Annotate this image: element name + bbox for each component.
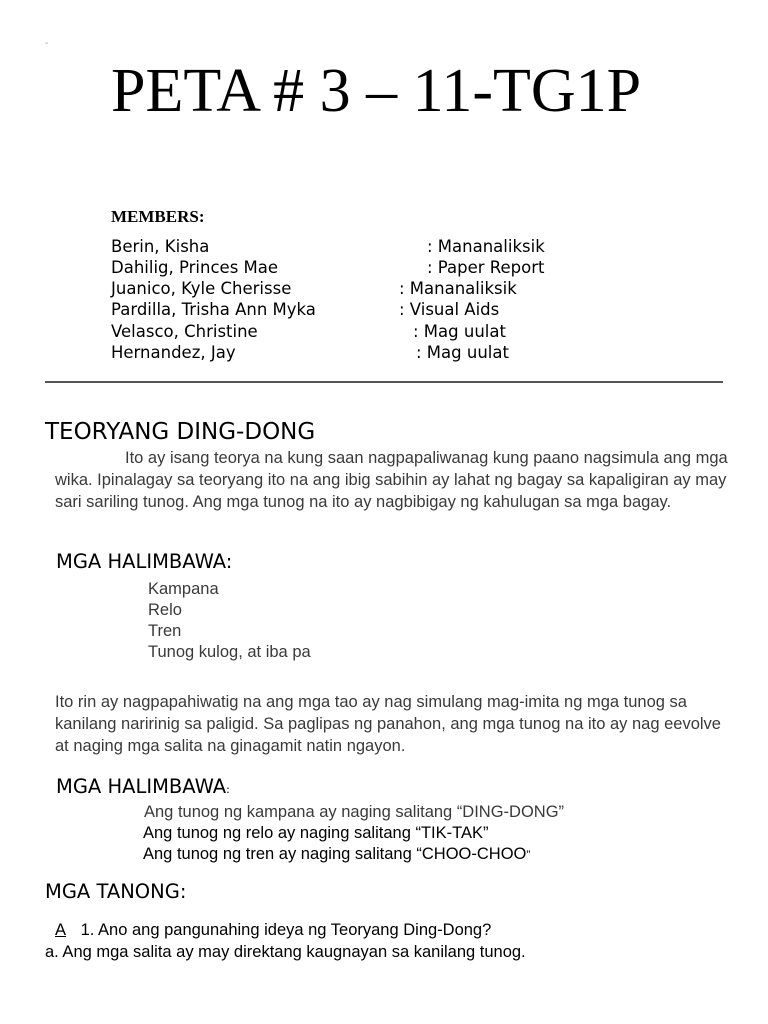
document-title: PETA # 3 – 11-TG1P <box>111 57 642 125</box>
list-item: Tren <box>148 622 182 640</box>
question-1 <box>45 921 491 940</box>
list-item: Kampana <box>148 580 219 598</box>
member-role: : Mag uulat <box>416 343 509 362</box>
questions-heading: MGA TANONG: <box>45 880 187 903</box>
example-sentence <box>143 844 530 866</box>
members-label: MEMBERS: <box>111 207 205 226</box>
intro-paragraph: Ito ay isang teorya na kung saan nagpapaliwanag kung paano nagsimula ang mga wika. Ipinalagay sa teoryang ito na ang ibig sabihin ay lahat ng bagay sa kapaligiran ay may sari sariling tunog. Ang mga tunog na ito ay nagbibigay ng kahulugan sa mga bagay. <box>55 449 728 511</box>
member-name: Juanico, Kyle Cherisse <box>111 279 292 298</box>
examples-heading: MGA HALIMBAWA: <box>56 550 233 573</box>
member-name: Velasco, Christine <box>111 322 258 341</box>
heading-text: MGA HALIMBAWA <box>56 775 227 798</box>
list-item: Tunog kulog, at iba pa <box>148 643 311 661</box>
member-role: : Mananaliksik <box>399 279 517 298</box>
member-role: : Mag uulat <box>413 322 506 341</box>
example-sentence: Ang tunog ng kampana ay naging salitang “DING-DONG” <box>144 803 565 821</box>
closing-quote: ” <box>526 848 531 862</box>
second-paragraph: Ito rin ay nagpapahiwatig na ang mga tao ay nag simulang mag-imita ng mga tunog sa kanilang naririnig sa paligid. Sa paglipas ng panahon, ang mga tunog na ito ay nag eevolve at naging mga salita na ginagamit natin ngayon. <box>55 693 721 755</box>
section-title: TEORYANG DING-DONG <box>45 419 316 445</box>
member-name: Dahilig, Princes Mae <box>111 258 279 277</box>
member-role: : Visual Aids <box>399 300 500 319</box>
heading-colon: : <box>226 783 230 796</box>
question-1-option-a: a. Ang mga salita ay may direktang kaugnayan sa kanilang tunog. <box>45 943 526 961</box>
member-role: : Mananaliksik <box>427 237 545 256</box>
member-name: Berin, Kisha <box>111 237 210 256</box>
member-name: Hernandez, Jay <box>111 343 236 362</box>
example-sentence: Ang tunog ng relo ay naging salitang “TIK-TAK” <box>143 824 489 842</box>
example-sentence-text: Ang tunog ng tren ay naging salitang “CHOO-CHOO <box>143 845 527 863</box>
examples-heading-2 <box>56 775 230 798</box>
examples-list <box>148 579 311 663</box>
corner-mark: - <box>45 38 49 49</box>
question-text: 1. Ano ang pangunahing ideya ng Teoryang Ding-Dong? <box>76 921 492 939</box>
member-name: Pardilla, Trisha Ann Myka <box>111 300 316 319</box>
horizontal-rule <box>45 381 723 383</box>
list-item: Relo <box>148 601 182 619</box>
member-role: : Paper Report <box>427 258 545 277</box>
answer-blank: A <box>55 921 67 939</box>
